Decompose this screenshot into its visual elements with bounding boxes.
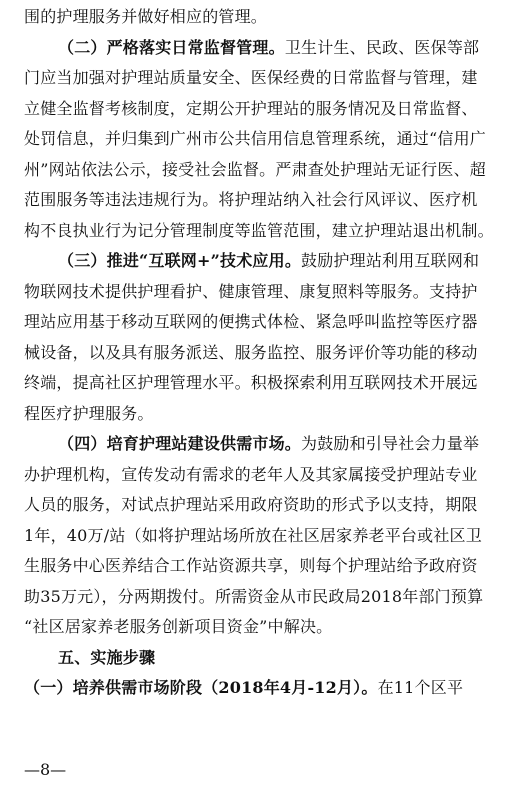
line-text: 程医疗护理服务。 xyxy=(24,403,154,423)
text-line xyxy=(24,246,496,277)
page-number: —8— xyxy=(24,760,67,779)
line-text: 人员的服务，对试点护理站采用政府资助的形式予以支持，期限 xyxy=(24,495,478,514)
text-line xyxy=(24,521,496,552)
line-text: 州”网站依法公示，接受社会监督。严肃查处护理站无证行医、超 xyxy=(24,159,486,179)
line-text: 办护理机构，宣传发动有需求的老年人及其家属接受护理站专业 xyxy=(24,464,478,484)
text-line xyxy=(24,338,496,369)
text-line xyxy=(24,643,496,674)
text-line xyxy=(24,124,496,155)
line-text: 在11个区平 xyxy=(377,678,464,697)
line-text: 范围服务等违法违规行为。将护理站纳入社会行风评议、医疗机 xyxy=(24,190,478,209)
text-line xyxy=(24,33,496,64)
line-text: 1年，40万/站（如将护理站场所放在社区居家养老平台或社区卫 xyxy=(24,525,482,545)
body-text xyxy=(24,2,496,704)
line-text: 终端，提高社区护理管理水平。积极探索利用互联网技术开展远 xyxy=(24,373,478,392)
text-line xyxy=(24,490,496,521)
line-text: 为鼓励和引导社会力量举 xyxy=(301,434,480,453)
text-line xyxy=(24,307,496,338)
line-text: 物联网技术提供护理看护、健康管理、康复照料等服务。支持护 xyxy=(24,281,478,301)
line-text: 处罚信息，并归集到广州市公共信用信息管理系统，通过“信用广 xyxy=(24,129,486,148)
text-line xyxy=(24,185,496,216)
line-text: “社区居家养老服务创新项目资金”中解决。 xyxy=(24,617,333,636)
text-line xyxy=(24,2,496,33)
line-text: 理站应用基于移动互联网的便携式体检、紧急呼叫监控等医疗器 xyxy=(24,312,478,331)
line-text: 门应当加强对护理站质量安全、医保经费的日常监督与管理，建 xyxy=(24,68,478,87)
text-line xyxy=(24,551,496,582)
text-line xyxy=(24,63,496,94)
line-text: 生服务中心医养结合工作站资源共享，则每个护理站给予政府资 xyxy=(24,556,478,575)
line-text: 鼓励护理站利用互联网和 xyxy=(301,251,480,270)
line-text: 围的护理服务并做好相应的管理。 xyxy=(24,7,268,26)
line-text: 卫生计生、民政、医保等部 xyxy=(284,37,480,57)
text-line xyxy=(24,429,496,460)
line-text: 助35万元），分两期拨付。所需资金从市民政局2018年部门预算 xyxy=(24,586,484,606)
text-line xyxy=(24,216,496,247)
text-line xyxy=(24,94,496,125)
text-line xyxy=(24,582,496,613)
line-text: 械设备，以及具有服务派送、服务监控、服务评价等功能的移动 xyxy=(24,342,478,362)
text-line xyxy=(24,460,496,491)
text-line xyxy=(24,612,496,643)
text-line xyxy=(24,368,496,399)
bold-heading: （三）推进“互联网+”技术应用。 xyxy=(58,251,302,270)
line-text: 构不良执业行为记分管理制度等监管范围，建立护理站退出机制。 xyxy=(24,220,494,240)
bold-heading: （四）培育护理站建设供需市场。 xyxy=(58,434,302,453)
text-line xyxy=(24,155,496,186)
text-line xyxy=(24,673,496,704)
text-line xyxy=(24,277,496,308)
bold-heading: 五、实施步骤 xyxy=(58,647,156,667)
text-line xyxy=(24,399,496,430)
line-text: 立健全监督考核制度，定期公开护理站的服务情况及日常监督、 xyxy=(24,98,478,118)
bold-heading: （二）严格落实日常监督管理。 xyxy=(58,37,285,57)
bold-heading: （一）培养供需市场阶段（2018年4月-12月）。 xyxy=(24,678,378,697)
